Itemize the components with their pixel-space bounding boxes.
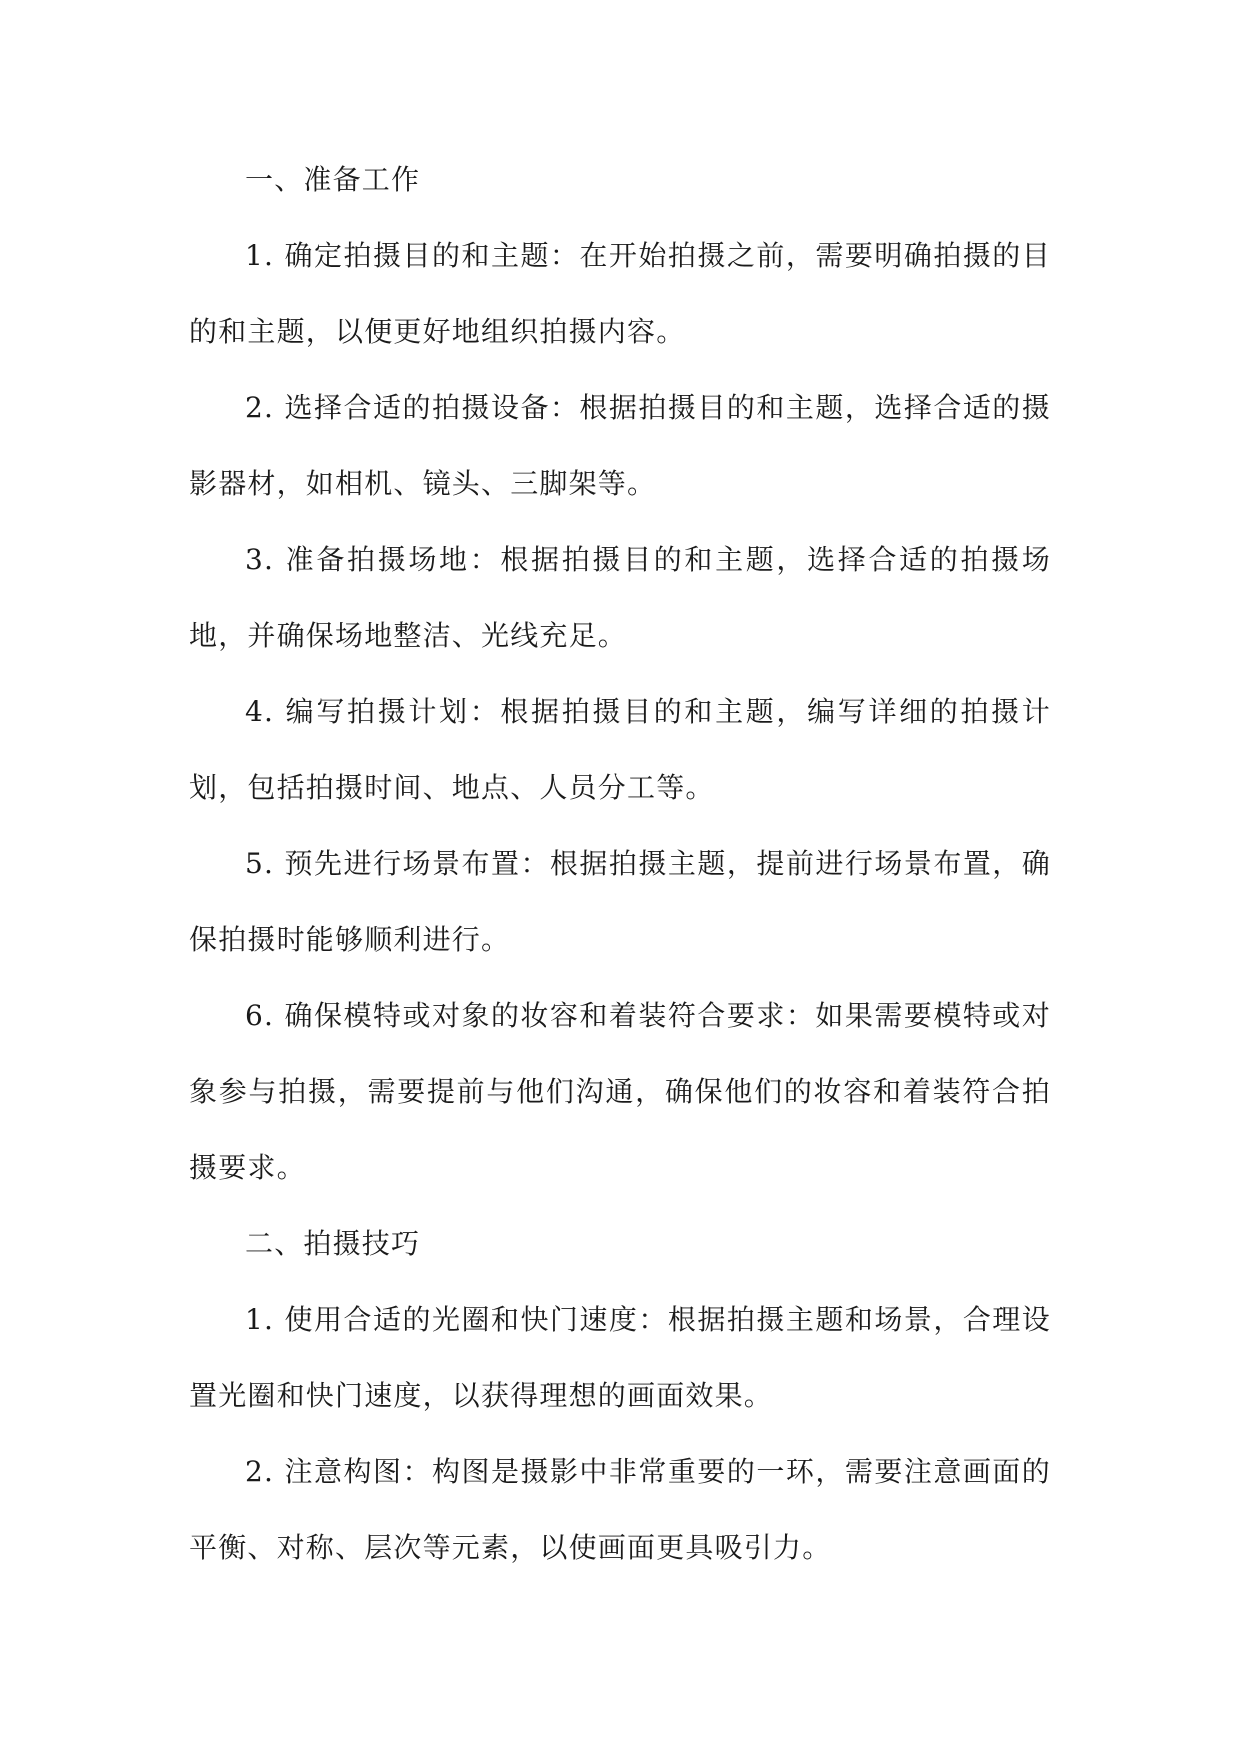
paragraph-item: 4. 编写拍摄计划：根据拍摄目的和主题，编写详细的拍摄计划，包括拍摄时间、地点、人员分工等。: [189, 695, 1051, 804]
paragraph-item: 2. 选择合适的拍摄设备：根据拍摄目的和主题，选择合适的摄影器材，如相机、镜头、三脚架等。: [189, 391, 1051, 500]
paragraph-item: 6. 确保模特或对象的妆容和着装符合要求：如果需要模特或对象参与拍摄，需要提前与他们沟通，确保他们的妆容和着装符合拍摄要求。: [189, 999, 1051, 1184]
document-body: [189, 142, 1051, 1586]
paragraph-item: 5. 预先进行场景布置：根据拍摄主题，提前进行场景布置，确保拍摄时能够顺利进行。: [189, 847, 1051, 956]
paragraph-item: 3. 准备拍摄场地：根据拍摄目的和主题，选择合适的拍摄场地，并确保场地整洁、光线充足。: [189, 543, 1051, 652]
section-heading-techniques: 二、拍摄技巧: [245, 1227, 421, 1260]
paragraph-item: 1. 使用合适的光圈和快门速度：根据拍摄主题和场景，合理设置光圈和快门速度，以获得理想的画面效果。: [189, 1303, 1051, 1412]
paragraph-item: 2. 注意构图：构图是摄影中非常重要的一环，需要注意画面的平衡、对称、层次等元素，以使画面更具吸引力。: [189, 1455, 1051, 1564]
section-heading-preparation: 一、准备工作: [245, 163, 421, 196]
paragraph-item: 1. 确定拍摄目的和主题：在开始拍摄之前，需要明确拍摄的目的和主题，以便更好地组织拍摄内容。: [189, 239, 1051, 348]
